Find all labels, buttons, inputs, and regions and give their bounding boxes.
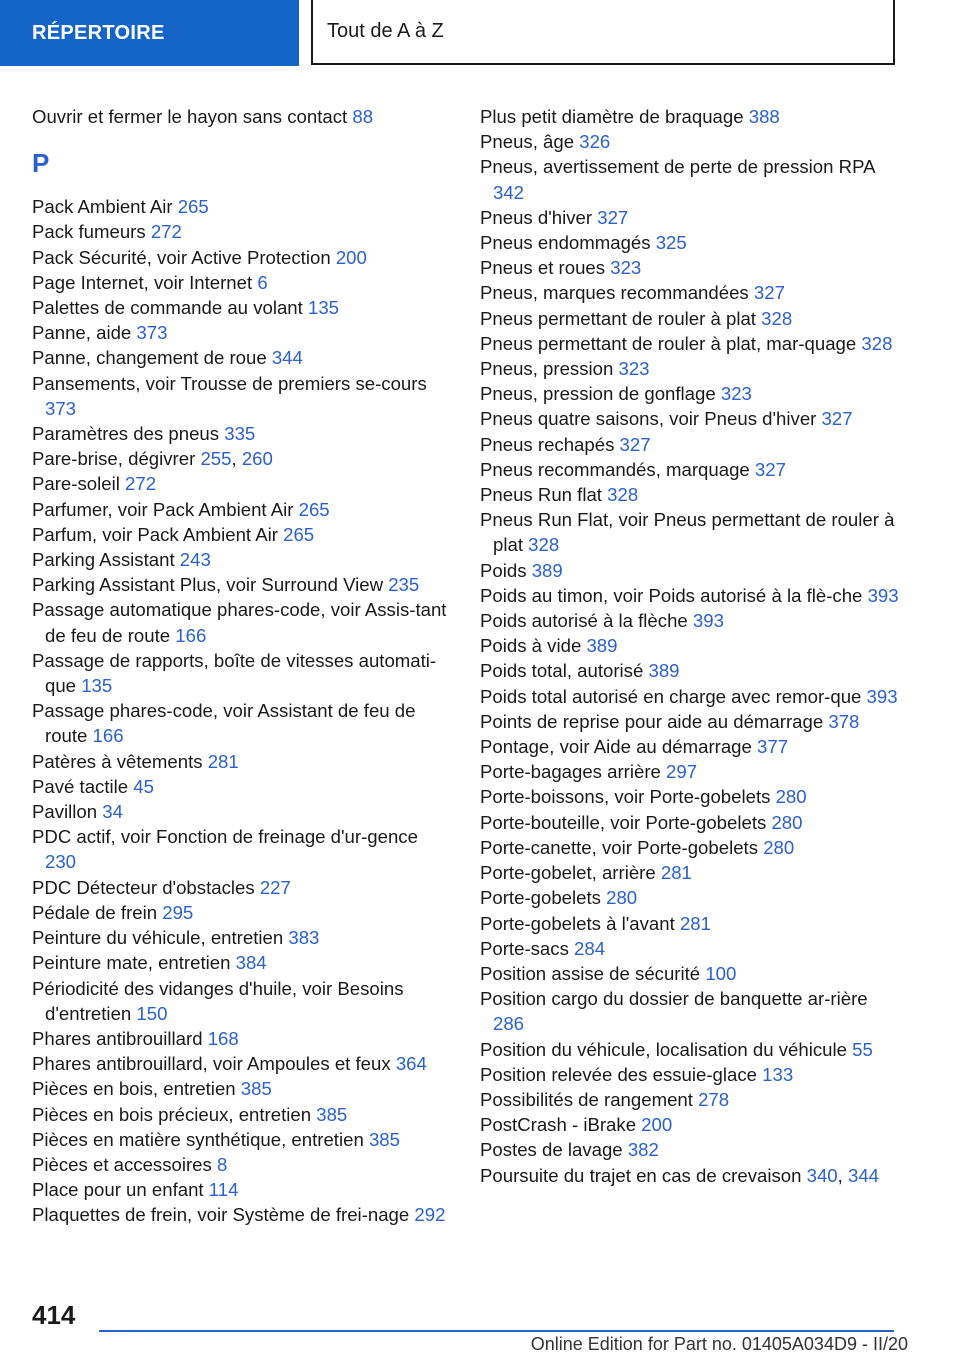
page-link[interactable]: 200	[335, 246, 367, 268]
entry-text: Possibilités de rangement	[480, 1088, 699, 1110]
page-link[interactable]: 100	[705, 962, 737, 984]
page-link[interactable]: 297	[666, 761, 698, 783]
index-entry	[480, 810, 900, 835]
page-link[interactable]: 389	[586, 635, 618, 657]
page-link[interactable]: 323	[720, 383, 752, 405]
entry-text: PDC actif, voir Fonction de freinage d'ur-gence	[32, 826, 418, 848]
entry-text: Pièces et accessoires	[32, 1153, 217, 1175]
page-link[interactable]: 295	[162, 901, 194, 923]
entry-text: Page Internet, voir Internet	[32, 271, 258, 293]
index-entry	[480, 734, 900, 759]
page-link[interactable]: 340	[806, 1164, 838, 1186]
entry-text: Pneus recommandés, marquage	[480, 458, 755, 480]
page-link[interactable]: 280	[771, 811, 803, 833]
index-entry	[32, 900, 452, 925]
page-link[interactable]: 344	[271, 347, 303, 369]
page-link[interactable]: 114	[208, 1179, 239, 1201]
entry-text: Poids total autorisé en charge avec remor-que	[480, 685, 867, 707]
page-link[interactable]: 135	[81, 675, 113, 697]
index-entry	[480, 1037, 900, 1062]
page-link[interactable]: 326	[579, 131, 611, 153]
index-entry	[32, 345, 452, 370]
entry-text: Pavé tactile	[32, 775, 134, 797]
page-link[interactable]: 327	[619, 433, 651, 455]
page-separator: ,	[231, 448, 242, 470]
index-entry	[480, 709, 900, 734]
page-link[interactable]: 325	[655, 232, 687, 254]
index-entry	[32, 749, 452, 774]
index-entry	[32, 774, 452, 799]
index-entry	[32, 824, 452, 874]
entry-text: Poids	[480, 559, 532, 581]
page-link[interactable]: 272	[150, 221, 182, 243]
page-link[interactable]: 230	[45, 851, 77, 873]
page-link[interactable]: 168	[207, 1027, 239, 1049]
index-entry	[480, 1112, 900, 1137]
page-link[interactable]: 227	[259, 876, 291, 898]
index-entry	[480, 1087, 900, 1112]
entry-text: Pack Sécurité, voir Active Protection	[32, 246, 336, 268]
entry-text: Postes de lavage	[480, 1139, 628, 1161]
entry-text: Pack Ambient Air	[32, 196, 178, 218]
page-link[interactable]: 243	[179, 549, 211, 571]
index-entry	[480, 129, 900, 154]
entry-text: Porte-gobelets à l'avant	[480, 912, 680, 934]
index-entry	[32, 320, 452, 345]
entry-text: Pack fumeurs	[32, 221, 151, 243]
page-link[interactable]: 393	[692, 610, 724, 632]
index-entry	[480, 860, 900, 885]
entry-text: Panne, aide	[32, 322, 137, 344]
index-column-right	[480, 104, 900, 1188]
entry-text: Pare-soleil	[32, 473, 126, 495]
page-link[interactable]: 327	[754, 458, 786, 480]
page-link[interactable]: 328	[607, 484, 639, 506]
page-link[interactable]: 280	[763, 836, 795, 858]
index-entry	[32, 925, 452, 950]
index-entry	[480, 936, 900, 961]
entry-text: Parking Assistant Plus, voir Surround View	[32, 574, 389, 596]
index-entry	[32, 219, 452, 244]
entry-text: Pneus rechapés	[480, 433, 620, 455]
index-entry	[32, 295, 452, 320]
entry-text: Position relevée des essuie-glace	[480, 1063, 763, 1085]
entry-text: Porte-bouteille, voir Porte-gobelets	[480, 811, 772, 833]
entry-text: Pneus d'hiver	[480, 206, 598, 228]
page-link[interactable]: 327	[821, 408, 853, 430]
entry-text: Poids total, autorisé	[480, 660, 649, 682]
page-link[interactable]: 255	[200, 448, 232, 470]
index-entry	[480, 835, 900, 860]
index-entry	[32, 194, 452, 219]
index-entry	[32, 1026, 452, 1051]
index-entry	[480, 608, 900, 633]
entry-text: Parfumer, voir Pack Ambient Air	[32, 498, 299, 520]
index-entry	[480, 406, 900, 431]
page-link[interactable]: 393	[867, 584, 899, 606]
page-link[interactable]: 135	[307, 297, 340, 319]
entry-text: Porte-boissons, voir Porte-gobelets	[480, 786, 776, 808]
entry-text: Pièces en matière synthétique, entretien	[32, 1128, 369, 1150]
index-entry	[480, 1062, 900, 1087]
page-link[interactable]: 55	[852, 1038, 873, 1060]
entry-text: Peinture mate, entretien	[32, 952, 236, 974]
index-entry	[480, 154, 900, 204]
index-column-left	[32, 104, 452, 1228]
page-link[interactable]: 364	[395, 1053, 427, 1075]
entry-text: Passage de rapports, boîte de vitesses automati-que	[32, 649, 437, 697]
page-link[interactable]: 385	[240, 1078, 272, 1100]
index-list-right	[480, 104, 900, 1188]
entry-text: Pneus, pression de gonflage	[480, 383, 721, 405]
entry-text: Panne, changement de roue	[32, 347, 272, 369]
entry-text: Position assise de sécurité	[480, 962, 706, 984]
entry-text: Pièces en bois, entretien	[32, 1078, 241, 1100]
entry-text: PDC Détecteur d'obstacles	[32, 876, 260, 898]
page-link[interactable]: 272	[125, 473, 157, 495]
entry-text: Parfum, voir Pack Ambient Air	[32, 523, 284, 545]
entry-text: Phares antibrouillard, voir Ampoules et feux	[32, 1053, 396, 1075]
entry-text: Palettes de commande au volant	[32, 297, 308, 319]
index-entry	[32, 698, 452, 748]
entry-text: Poids au timon, voir Poids autorisé à la flè-che	[480, 584, 868, 606]
index-entry	[32, 875, 452, 900]
page-link[interactable]: 280	[775, 786, 807, 808]
entry-text: Pédale de frein	[32, 901, 163, 923]
page-link[interactable]: 34	[102, 801, 123, 823]
page-link[interactable]: 260	[241, 448, 273, 470]
entry-text: Pontage, voir Aide au démarrage	[480, 736, 758, 758]
index-entry	[480, 885, 900, 910]
entry-text: Place pour un enfant	[32, 1179, 209, 1201]
index-entry	[32, 799, 452, 824]
entry-text: Plus petit diamètre de braquage	[480, 106, 749, 127]
entry-text: Position du véhicule, localisation du véhicule	[480, 1038, 853, 1060]
index-entry	[480, 482, 900, 507]
page-link[interactable]: 278	[698, 1088, 730, 1110]
index-entry	[32, 1127, 452, 1152]
page-link[interactable]: 383	[288, 927, 320, 949]
index-entry	[32, 976, 452, 1026]
index-entry	[480, 784, 900, 809]
page-link[interactable]: 265	[298, 498, 330, 520]
page-link[interactable]: 389	[648, 660, 680, 682]
page-link[interactable]: 377	[757, 736, 789, 758]
entry-text: Périodicité des vidanges d'huile, voir Besoins d'entretien	[32, 977, 404, 1024]
entry-text: Pare-brise, dégivrer	[32, 448, 201, 470]
index-entry	[480, 104, 900, 129]
index-entry	[480, 306, 900, 331]
entry-text: Ouvrir et fermer le hayon sans contact	[32, 106, 353, 127]
index-entry	[32, 1177, 452, 1202]
index-entry	[32, 1202, 452, 1227]
index-entry	[480, 280, 900, 305]
index-entry	[32, 371, 452, 421]
page-link[interactable]: 328	[528, 534, 560, 556]
page-link[interactable]: 200	[641, 1114, 673, 1136]
index-entry	[32, 522, 452, 547]
entry-text: Paramètres des pneus	[32, 423, 225, 445]
entry-text: Poursuite du trajet en cas de crevaison	[480, 1164, 807, 1186]
page-link[interactable]: 342	[493, 181, 525, 203]
footer-divider	[99, 1330, 894, 1332]
entry-text: Pneus Run flat	[480, 484, 608, 506]
index-entry	[480, 759, 900, 784]
index-entry	[480, 558, 900, 583]
entry-text: Points de reprise pour aide au démarrage	[480, 710, 829, 732]
index-entry	[480, 457, 900, 482]
index-entry	[480, 1137, 900, 1162]
entry-text: Pneus quatre saisons, voir Pneus d'hiver	[480, 408, 822, 430]
index-entry	[480, 1163, 900, 1188]
page-link[interactable]: 166	[92, 725, 124, 747]
page-number: 414	[32, 1300, 76, 1330]
index-entry	[32, 1102, 452, 1127]
section-tab: RÉPERTOIRE	[0, 0, 299, 66]
page-link[interactable]: 327	[753, 282, 785, 304]
page-link[interactable]: 292	[414, 1204, 446, 1226]
page-link[interactable]: 8	[216, 1153, 228, 1175]
index-entry	[480, 911, 900, 936]
entry-text: Pneus et roues	[480, 257, 611, 279]
entry-text: Pneus permettant de rouler à plat, mar-quage	[480, 332, 862, 354]
index-entry	[32, 1076, 452, 1101]
page-link[interactable]: 133	[762, 1063, 794, 1085]
index-entry	[480, 205, 900, 230]
page-link[interactable]: 286	[493, 1013, 525, 1035]
page-link[interactable]: 393	[866, 685, 898, 707]
entry-text: Patères à vêtements	[32, 750, 208, 772]
index-entry	[480, 356, 900, 381]
page-link[interactable]: 373	[136, 322, 168, 344]
entry-text: Pneus, âge	[480, 131, 580, 153]
page-link[interactable]: 344	[847, 1164, 880, 1186]
index-entry	[480, 986, 900, 1036]
index-entry	[480, 230, 900, 255]
index-entry	[32, 1152, 452, 1177]
entry-text: Porte-bagages arrière	[480, 761, 667, 783]
entry-text: Phares antibrouillard	[32, 1027, 208, 1049]
page-link[interactable]: 281	[660, 862, 692, 884]
index-entry	[32, 270, 452, 295]
entry-text: Pavillon	[32, 801, 103, 823]
entry-text: Pneus, pression	[480, 358, 619, 380]
page-link[interactable]: 265	[177, 196, 209, 218]
index-entry	[32, 547, 452, 572]
page-link[interactable]: 323	[618, 358, 650, 380]
page-link[interactable]: 385	[368, 1128, 400, 1150]
index-entry	[480, 633, 900, 658]
page-link[interactable]: 265	[283, 523, 315, 545]
index-entry	[480, 507, 900, 557]
page-link[interactable]: 385	[316, 1103, 348, 1125]
page-link[interactable]: 335	[224, 423, 256, 445]
index-entry	[32, 471, 452, 496]
page-link[interactable]: 235	[388, 574, 420, 596]
index-entry	[480, 684, 900, 709]
entry-text: Passage phares-code, voir Assistant de feu de route	[32, 700, 416, 747]
index-entry	[32, 104, 452, 129]
entry-text: Porte-gobelets	[480, 887, 607, 909]
page-link[interactable]: 6	[257, 271, 268, 293]
entry-text: Peinture du véhicule, entretien	[32, 927, 289, 949]
page-link[interactable]: 327	[597, 206, 629, 228]
page-link[interactable]: 45	[133, 775, 154, 797]
index-entry	[32, 648, 452, 698]
entry-text: Parking Assistant	[32, 549, 180, 571]
index-entry	[32, 950, 452, 975]
entry-text: Position cargo du dossier de banquette ar-rière	[480, 988, 868, 1010]
page-link[interactable]: 166	[175, 624, 207, 646]
entry-text: Pneus endommagés	[480, 232, 656, 254]
index-entry	[480, 961, 900, 986]
index-entry	[32, 446, 452, 471]
page-link[interactable]: 378	[828, 710, 860, 732]
page-link[interactable]: 88	[352, 106, 374, 127]
entry-text: Pneus permettant de rouler à plat	[480, 307, 762, 329]
index-entry	[480, 658, 900, 683]
page-separator: ,	[837, 1164, 848, 1186]
page-link[interactable]: 382	[627, 1139, 659, 1161]
entry-text: Porte-gobelet, arrière	[480, 862, 661, 884]
entry-text: Pneus, marques recommandées	[480, 282, 754, 304]
page-link[interactable]: 388	[748, 106, 780, 127]
entry-text: Plaquettes de frein, voir Système de frei-nage	[32, 1204, 415, 1226]
index-entry	[32, 572, 452, 597]
index-entry	[480, 331, 900, 356]
index-entry	[32, 245, 452, 270]
entry-text: Porte-sacs	[480, 937, 575, 959]
index-entry	[480, 583, 900, 608]
page-link[interactable]: 284	[574, 937, 606, 959]
footer-edition: Online Edition for Part no. 01405A034D9 - II/20	[530, 1334, 908, 1354]
index-entry	[480, 381, 900, 406]
index-list-left	[32, 194, 452, 1227]
entry-text: Porte-canette, voir Porte-gobelets	[480, 836, 764, 858]
index-entry	[480, 255, 900, 280]
page-link[interactable]: 280	[606, 887, 638, 909]
index-entry	[32, 597, 452, 647]
index-entry	[32, 421, 452, 446]
page-link[interactable]: 384	[235, 952, 267, 974]
entry-text: Pansements, voir Trousse de premiers se-cours	[32, 372, 427, 394]
entry-text: Passage automatique phares-code, voir Assis-tant de feu de route	[32, 599, 447, 646]
entry-text: Poids autorisé à la flèche	[480, 610, 693, 632]
entry-text: PostCrash - iBrake	[480, 1114, 642, 1136]
entry-text: Pièces en bois précieux, entretien	[32, 1103, 317, 1125]
entry-text: Poids à vide	[480, 635, 587, 657]
page-link[interactable]: 328	[861, 332, 893, 354]
page-link[interactable]: 281	[207, 750, 239, 772]
page-link[interactable]: 373	[45, 397, 77, 419]
page-title: Tout de A à Z	[311, 0, 895, 65]
index-entry	[32, 497, 452, 522]
entry-text: Pneus, avertissement de perte de pression RPA	[480, 156, 875, 178]
page-link[interactable]: 323	[610, 257, 642, 279]
page-link[interactable]: 389	[531, 559, 563, 581]
page-link[interactable]: 150	[136, 1002, 168, 1024]
index-entry	[32, 1051, 452, 1076]
page-link[interactable]: 328	[761, 307, 793, 329]
index-letter-heading: P	[32, 148, 50, 179]
index-entry	[480, 432, 900, 457]
page-link[interactable]: 281	[679, 912, 711, 934]
entry-text: Pneus Run Flat, voir Pneus permettant de rouler à plat	[480, 509, 895, 556]
